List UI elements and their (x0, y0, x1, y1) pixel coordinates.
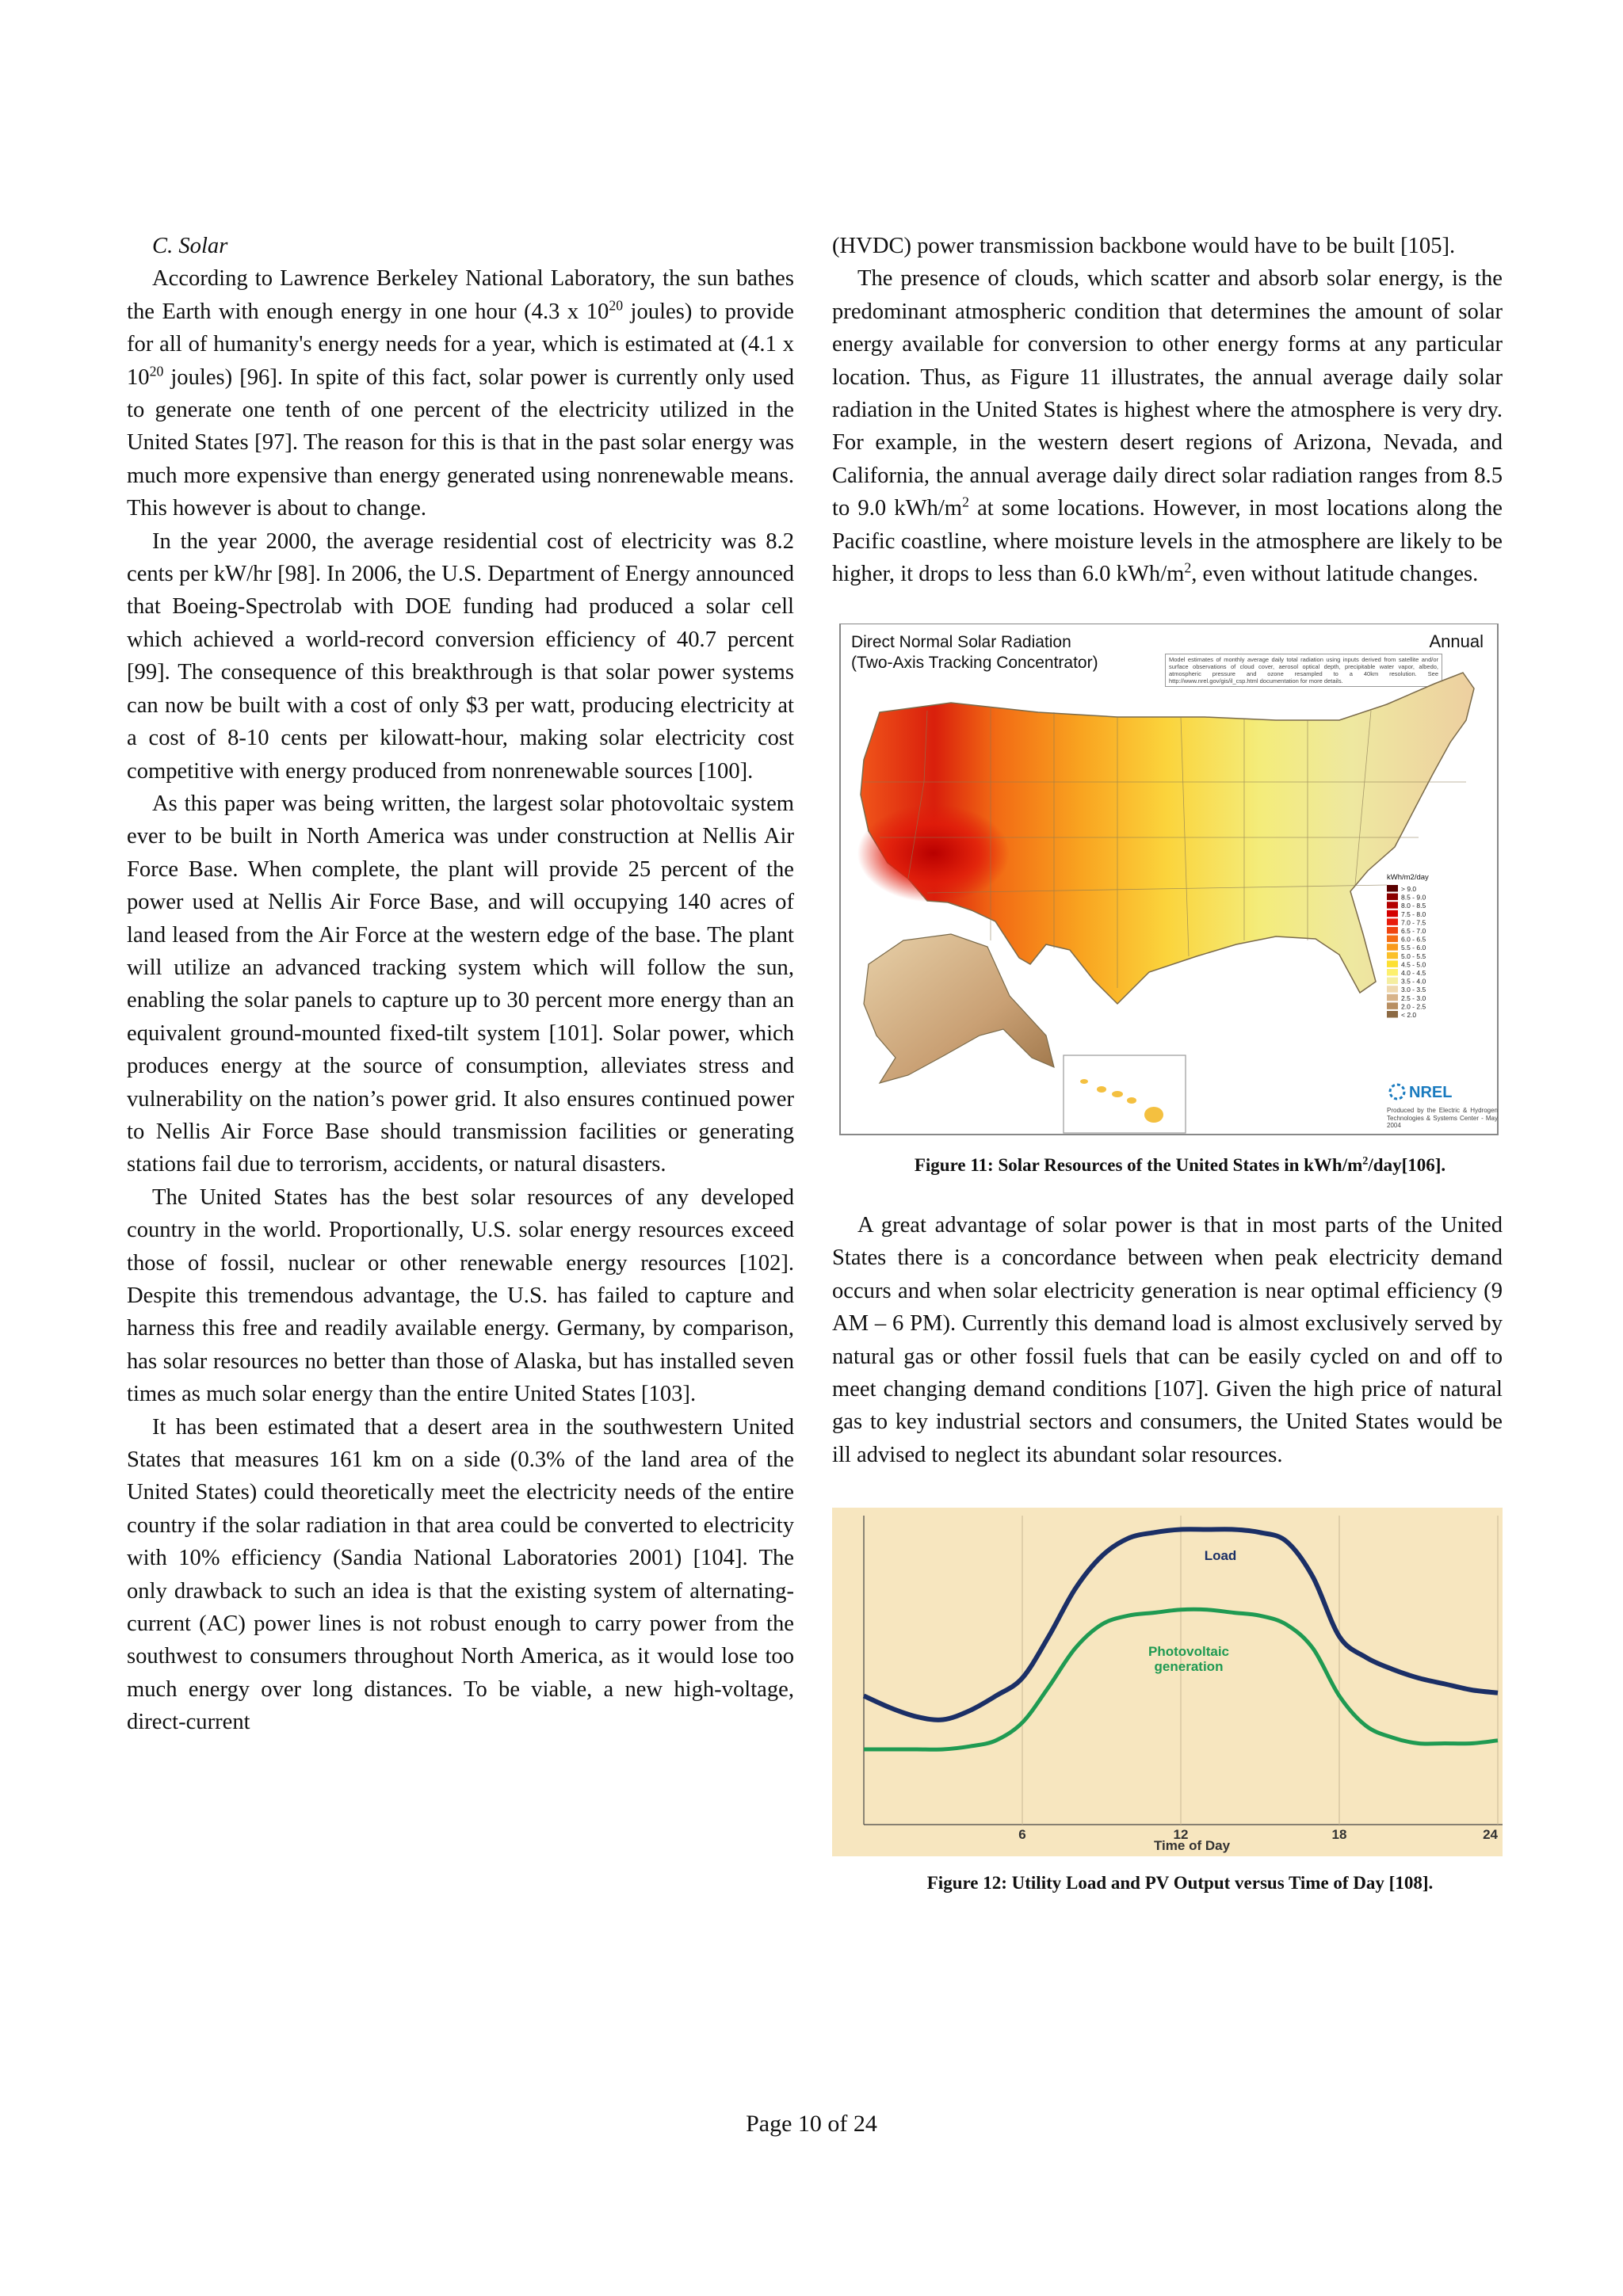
legend-swatch (1387, 978, 1398, 985)
legend-label: 4.0 - 4.5 (1401, 969, 1426, 978)
x-tick-label: 18 (1331, 1827, 1347, 1843)
legend-swatch (1387, 969, 1398, 976)
legend-swatch (1387, 885, 1398, 892)
legend-swatch (1387, 936, 1398, 943)
paragraph: The United States has the best solar resources of any developed country in the world. Proportionally, U.S. solar energy resources exceed those of fossil, nuclear or other renewable energy resources [102]. Despite this tremendous advantage, the U.S. has failed to capture and harness this free and readily available energy. Germany, by comparison, has solar resources no better than those of Alaska, but has installed seven times as much solar energy than the entire United States [103]. (127, 1184, 794, 1407)
nrel-logo-text: NREL (1409, 1084, 1453, 1102)
legend-label: 7.0 - 7.5 (1401, 918, 1426, 927)
x-tick-label: 24 (1483, 1827, 1498, 1843)
legend-swatch (1387, 910, 1398, 917)
legend-label: 7.5 - 8.0 (1401, 910, 1426, 919)
map-note: Model estimates of monthly average daily total radiation using inputs derived from satellite and/or surface observations of cloud cover, aerosol optical depth, precipitable water vapor, albedo, atmospheric pressure and ozone resampled to a 40km resolution. See http://www.nrel.gov/gis/il_csp.html documentation for more details. (1165, 654, 1442, 701)
right-column (832, 230, 1503, 1895)
figure-12 (832, 1508, 1503, 1894)
paragraph: In the year 2000, the average residential cost of electricity was 8.2 cents per kW/hr [98]. In 2006, the U.S. Department of Energy announced that Boeing-Spectrolab with DOE funding had produced a solar cell which achieved a world-record conversion efficiency of 40.7 percent [99]. The consequence of this breakthrough is that solar power systems can now be built with a cost of only $3 per watt, producing electricity at a cost of 8-10 cents per kilowatt-hour, making solar electricity cost competitive with energy produced from nonrenewable sources [100]. (127, 528, 794, 784)
legend-label: 8.0 - 8.5 (1401, 902, 1426, 910)
legend-label: 8.5 - 9.0 (1401, 894, 1426, 902)
solar-radiation-map (832, 624, 1503, 1137)
legend-label: 5.0 - 5.5 (1401, 952, 1426, 961)
section-heading: C. Solar (152, 234, 228, 258)
legend-label: 6.5 - 7.0 (1401, 927, 1426, 936)
map-credit: Produced by the Electric & Hydrogen Technologies & Systems Center - May 2004 (1387, 1107, 1498, 1130)
legend-swatch (1387, 961, 1398, 968)
figure-12-caption: Figure 12: Utility Load and PV Output versus Time of Day [108]. (926, 1872, 1434, 1893)
x-tick-label: 6 (1018, 1827, 1026, 1843)
legend-label: 2.0 - 2.5 (1401, 1002, 1426, 1011)
legend-label: 4.5 - 5.0 (1401, 960, 1426, 969)
paragraph: As this paper was being written, the largest solar photovoltaic system ever to be built in North America was under construction at Nellis Air Force Base. When complete, the plant will provide 25 percent of the power used at Nellis Air Force Base, and will occupying 140 acres of land leased from the Air Force at the western edge of the base. The plant will utilize an advanced tracking system which will follow the sun, enabling the solar panels to capture up to 30 percent more energy than an equivalent ground-mounted fixed-tilt system [101]. Solar power, which produces energy at the source of consumption, alleviates stress and vulnerability on the nation’s power grid. It also ensures continued power to Nellis Air Force Base should transmission facilities or generating stations fail due to terrorism, accidents, or natural disasters. (127, 791, 794, 1177)
legend-label: 3.0 - 3.5 (1401, 986, 1426, 994)
legend-label: 5.5 - 6.0 (1401, 944, 1426, 952)
legend-swatch (1387, 927, 1398, 934)
paragraph: A great advantage of solar power is that in most parts of the United States there is a concordance between when peak electricity demand occurs and when solar electricity generation is near optimal efficiency (9 AM – 6 PM). Currently this demand load is almost exclusively served by natural gas or other fossil fuels that can be easily cycled on and off to meet changing demand conditions [107]. Given the high price of natural gas to key industrial sectors and consumers, the United States would be ill advised to neglect its abundant solar resources. (832, 1212, 1503, 1467)
map-annual-label: Annual (1429, 631, 1484, 652)
paragraph: It has been estimated that a desert area in the southwestern United States that measures 161 km on a side (0.3% of the land area of the United States) could theoretically meet the electricity needs of the entire country if the solar radiation in that area could be converted to electricity with 10% efficiency (Sandia National Laboratories 2001) [104]. The only drawback to such an idea is that the existing system of alternating-current (AC) power lines is not robust enough to carry power from the southwest to consumers throughout North America, as it would lose too much energy over long distances. To be viable, a new high-voltage, direct-current (127, 1414, 794, 1735)
legend-swatch (1387, 894, 1398, 901)
map-title-1: Direct Normal Solar Radiation (851, 633, 1071, 652)
legend-label: 6.0 - 6.5 (1401, 936, 1426, 944)
legend-swatch (1387, 1011, 1398, 1018)
x-axis-label: Time of Day (1153, 1838, 1231, 1854)
series-pv-label: Photovoltaic generation (1148, 1644, 1229, 1675)
legend-title: kWh/m2/day (1387, 873, 1429, 883)
hawaii-box (1064, 1055, 1186, 1133)
load-pv-chart (832, 1508, 1503, 1856)
legend-label: < 2.0 (1401, 1011, 1417, 1020)
series-load-label: Load (1204, 1548, 1237, 1564)
legend-swatch (1387, 919, 1398, 926)
legend-swatch (1387, 986, 1398, 994)
southwest-hotspot (857, 804, 1010, 902)
paragraph: According to Lawrence Berkeley National Laboratory, the sun bathes the Earth with enough energy in one hour (4.3 x $10^{20}$ joules) to provide for all of humanity's energy needs for a year, which is estimated at (4.1 x $10^{20}$ joules) [96]. In spite of this fact, solar power is currently only used to generate one tenth of one percent of the electricity utilized in the United States [97]. The reason for this is that in the past solar energy was much more expensive than energy generated using nonrenewable means. This however is about to change. (127, 266, 794, 521)
paragraph: The presence of clouds, which scatter and absorb solar energy, is the predominant atmospheric condition that determines the amount of solar energy available for conversion to other energy forms at any particular location. Thus, as Figure 11 illustrates, the annual average daily solar radiation in the United States is highest where the atmosphere is very dry. For example, in the western desert regions of Arizona, Nevada, and California, the annual average daily direct solar radiation ranges from 8.5 to 9.0 kWh/$m^2$ at some locations. However, in most locations along the Pacific coastline, where moisture levels in the atmosphere are likely to be higher, it drops to less than 6.0 kWh/$m^2$, even without latitude changes. (832, 266, 1503, 587)
legend-swatch (1387, 994, 1398, 1001)
page-number: Page 10 of 24 (746, 2111, 877, 2137)
paragraph: (HVDC) power transmission backbone would have to be built [105]. (832, 234, 1456, 258)
legend-label: 3.5 - 4.0 (1401, 978, 1426, 986)
map-title-2: (Two-Axis Tracking Concentrator) (851, 654, 1098, 673)
figure-11-caption: Figure 11: Solar Resources of the United States in kWh/$m^2/day[106]$. (914, 1154, 1446, 1175)
legend-label: > 9.0 (1401, 885, 1417, 894)
x-tick-label: 12 (1173, 1827, 1189, 1843)
figure-11 (832, 624, 1503, 1177)
left-column (127, 230, 794, 1739)
legend-label: 2.5 - 3.0 (1401, 994, 1426, 1003)
legend-swatch (1387, 952, 1398, 959)
legend-swatch (1387, 1003, 1398, 1010)
legend-swatch (1387, 944, 1398, 952)
legend-swatch (1387, 902, 1398, 910)
